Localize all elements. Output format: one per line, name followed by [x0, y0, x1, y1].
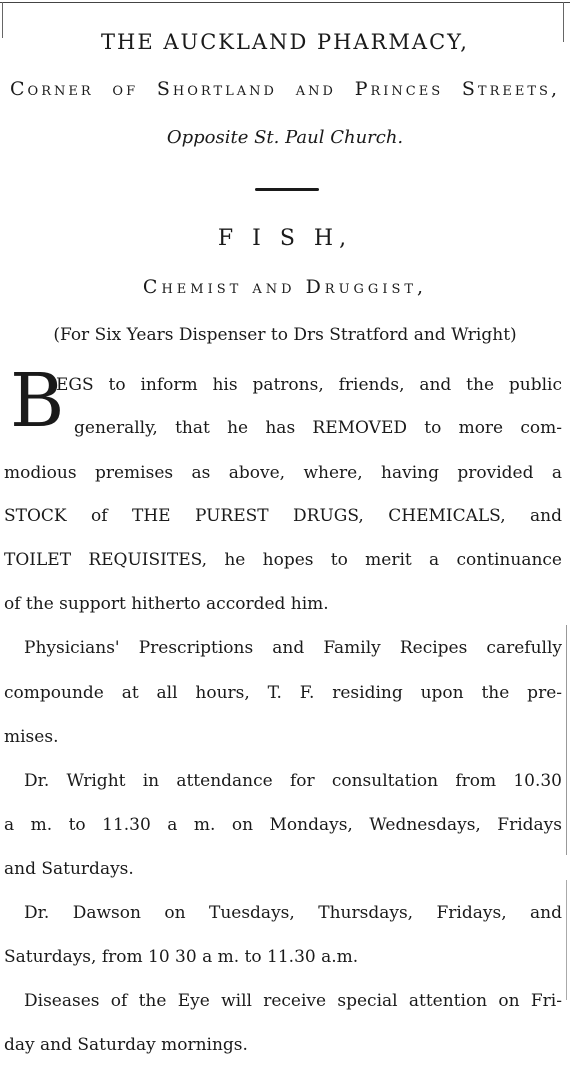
prescriptions-line: Physicians' Prescriptions and Family Recipes carefully — [24, 638, 562, 658]
prescriptions-line: mises. — [4, 727, 59, 747]
eye-line: Diseases of the Eye will receive special attention on Fri- — [24, 991, 562, 1011]
column-edge-rule-lower — [566, 880, 567, 1000]
notice-line: of the support hitherto accorded him. — [4, 594, 329, 614]
proprietor-credentials: (For Six Years Dispenser to Drs Stratford and Wright) — [53, 325, 517, 345]
wright-line: a m. to 11.30 a m. on Mondays, Wednesdays, Fridays — [4, 815, 562, 835]
column-edge-rule — [566, 625, 567, 855]
top-border-rule — [0, 2, 570, 3]
notice-line: TOILET REQUISITES, he hopes to merit a continuance — [4, 550, 562, 570]
notice-line: generally, that he has REMOVED to more com- — [74, 418, 562, 438]
prescriptions-line: compounde at all hours, T. F. residing upon the pre- — [4, 683, 562, 703]
proprietor-name: F I S H, — [217, 226, 353, 251]
wright-line: and Saturdays. — [4, 859, 134, 879]
notice-line: EGS to inform his patrons, friends, and the public — [56, 375, 562, 395]
drop-cap: B — [10, 358, 65, 444]
address-line: Corner of Shortland and Princes Streets, — [10, 78, 560, 100]
landmark-line: Opposite St. Paul Church. — [166, 127, 404, 148]
dawson-line: Saturdays, from 10 30 a m. to 11.30 a.m. — [4, 947, 359, 967]
eye-line: day and Saturday mornings. — [4, 1035, 248, 1055]
proprietor-trade: Chemist and Druggist, — [142, 276, 428, 298]
dawson-line: Dr. Dawson on Tuesdays, Thursdays, Fridays, and — [24, 903, 562, 923]
wright-line: Dr. Wright in attendance for consultation from 10.30 — [24, 771, 562, 791]
notice-line: modious premises as above, where, having provided a — [4, 463, 562, 483]
notice-line: STOCK of THE PUREST DRUGS, CHEMICALS, and — [4, 506, 562, 526]
pharmacy-title: THE AUCKLAND PHARMACY, — [101, 30, 469, 54]
separator-dash — [255, 188, 319, 191]
